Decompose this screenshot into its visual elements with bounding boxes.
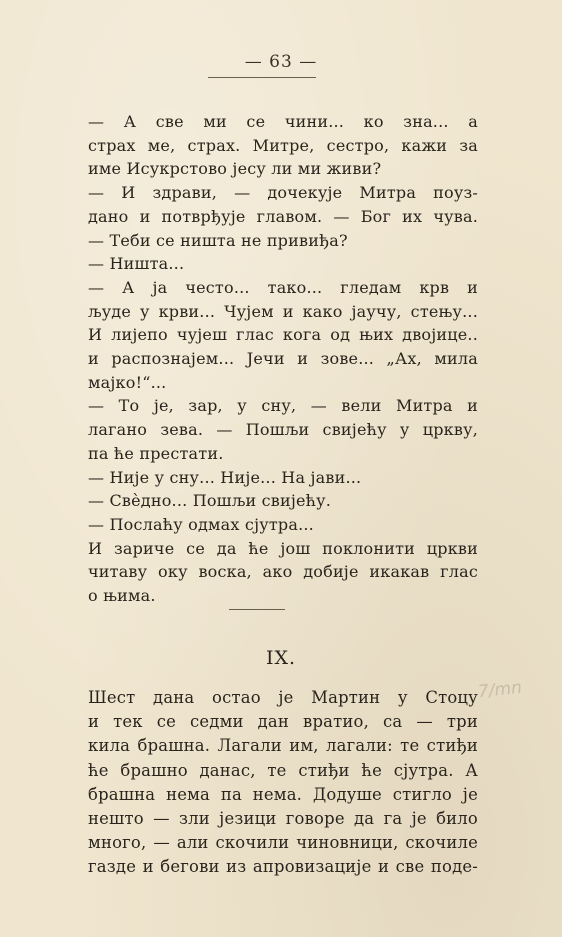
text-line: о њима. [88,586,156,606]
text-line: кила брашна. Лагали им, лагали: те стиђи [88,736,478,756]
section-divider [229,609,285,610]
text-line: страх ме, страх. Митре, сестро, кажи за [88,135,478,155]
handwritten-annotation: 7/mn [477,677,523,703]
text-line: — Ништа... [88,254,185,274]
text-line: нешто — зли језици говоре да га је било [88,809,478,829]
text-line: и распознајем... Јечи и зове... „Ах, мила [88,349,478,369]
text-line: — Послаћу одмах сјутра... [88,514,314,534]
text-line: па ће престати. [88,443,224,463]
text-line: — И здрави, — дочекује Митра поуз- [88,183,478,203]
text-line: И лијепо чујеш глас кога од њих двојице.. [88,325,478,345]
page-number: — 63 — [244,52,318,72]
text-line: — А све ми се чини... ко зна... а [88,112,478,131]
top-text-block [88,110,478,608]
text-line: Шест дана остао је Мартин у Стоцу [88,688,478,707]
text-line: дано и потврђује главом. — Бог их чува. [88,206,478,226]
text-line: ће брашно данас, те стиђи ће сјутра. А [88,760,478,780]
text-line: — Није у сну... Није... На јави... [88,467,362,487]
text-line: — А ја често... тако... гледам крв и [88,277,478,297]
text-line: лагано зева. — Пошљи свијећу у цркву, [88,420,478,440]
chapter-number: IX. [265,647,297,669]
text-line: — То је, зар, у сну, — вели Митра и [88,396,478,416]
text-line: и тек се седми дан вратио, са — три [88,712,478,732]
text-line: И зариче се да ће још поклонити цркви [88,538,478,558]
text-line: газде и бегови из апровизације и све поде- [88,857,478,877]
text-line: — Теби се ништа не привиђа? [88,230,348,250]
page-number-rule [208,77,316,78]
text-line: — Свѐдно... Пошљи свијећу. [88,491,332,511]
text-line: људе у крви... Чујем и како јаучу, стењу... [88,301,478,321]
bottom-text-block [88,686,478,880]
text-line: читаву оку воска, ако добије икакав глас [88,562,478,582]
text-line: мајко!“... [88,372,167,392]
text-line: брашна нема па нема. Додуше стигло је [88,784,478,804]
text-line: много, — али скочили чиновници, скочиле [88,833,478,853]
text-line: име Исукрстово јесу ли ми живи? [88,159,382,179]
